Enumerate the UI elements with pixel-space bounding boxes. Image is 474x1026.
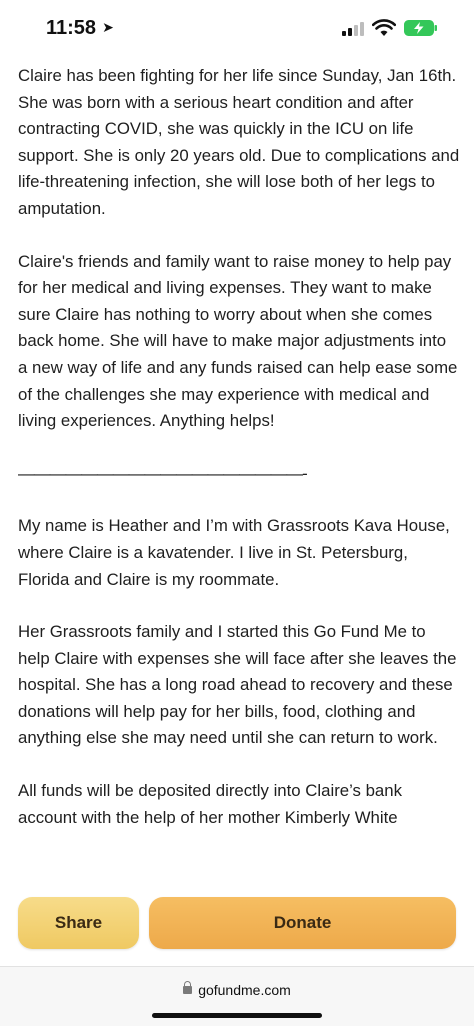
action-bar	[0, 884, 474, 966]
clock-text: 11:58	[46, 17, 97, 39]
story-paragraph: Her Grassroots family and I started this Go Fund Me to help Claire with expenses she will face after she leaves the hospital. She has a long road ahead to recovery and these donations will help pay for her bills, food, clothing and anything else she may need until she can return to work.	[18, 622, 457, 748]
story-paragraph: My name is Heather and I’m with Grassroots Kava House, where Claire is a kavatender. I live in St. Petersburg, Florida and Claire is my roommate.	[18, 516, 450, 589]
home-indicator[interactable]	[152, 1013, 322, 1018]
location-arrow-icon: ➤	[102, 19, 114, 35]
url-text: gofundme.com	[198, 982, 291, 998]
url-display[interactable]	[0, 982, 474, 998]
story-paragraph: Claire's friends and family want to raise money to help pay for her medical and living expenses. They want to make sure Claire has nothing to worry about when she comes back home. She will have to make major adjustments into a new way of life and any funds raised can help ease some of the challenges she may experience with medical and living experiences. Anything helps!	[18, 251, 458, 431]
status-bar	[0, 0, 474, 58]
story-divider: ——————————————————-	[18, 463, 307, 483]
story-paragraph: Claire has been fighting for her life since Sunday, Jan 16th. She was born with a serious heart condition and after contracting COVID, she was quickly in the ICU on life support. She is only 20 years old. Due to complications and life-threatening infection, she will lose both of her legs to amputation.	[18, 66, 460, 218]
story-paragraph: All funds will be deposited directly into Claire’s bank account with the help of her mother Kimberly White	[18, 781, 402, 827]
fundraiser-story	[18, 63, 460, 857]
lock-icon	[183, 986, 192, 994]
battery-charging-icon	[404, 20, 438, 36]
share-button[interactable]: Share	[18, 897, 139, 949]
status-time	[46, 17, 114, 40]
wifi-icon	[372, 19, 396, 37]
donate-button[interactable]: Donate	[149, 897, 456, 949]
story-fade	[0, 856, 474, 886]
cellular-signal-icon	[342, 22, 366, 36]
